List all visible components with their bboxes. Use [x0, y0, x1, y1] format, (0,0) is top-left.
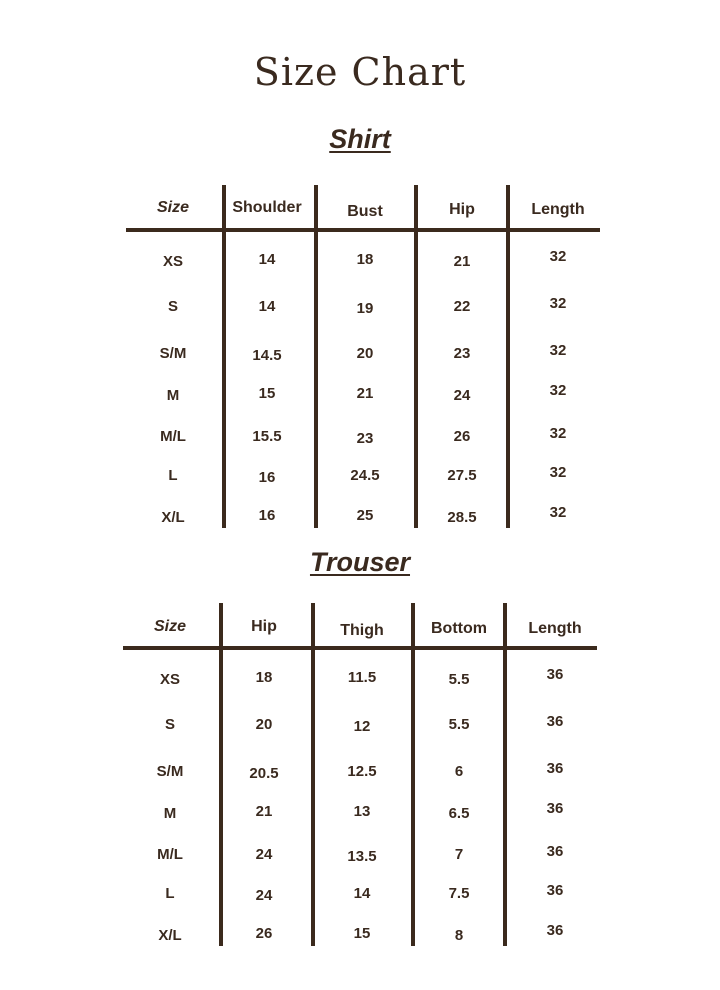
shirt-table-cell: S [167, 298, 178, 315]
trouser-table-cell: 24 [255, 887, 273, 904]
shirt-table-cell: 15 [258, 385, 276, 402]
trouser-table-cell: 12.5 [347, 763, 377, 780]
trouser-table-cell: 11.5 [347, 669, 377, 686]
shirt-table-cell: 14 [258, 298, 276, 315]
trouser-table-cell: 36 [546, 713, 564, 730]
trouser-section-title: Trouser [309, 547, 411, 577]
shirt-table-cell: 22 [453, 298, 471, 315]
trouser-table-cell: 36 [546, 843, 564, 860]
shirt-table-cell: 26 [453, 428, 471, 445]
trouser-table-cell: S [164, 716, 175, 733]
shirt-table-cell: 21 [356, 385, 374, 402]
trouser-table-cell: XS [159, 671, 180, 688]
trouser-table-cell: 13.5 [347, 848, 377, 865]
shirt-table-cell: 32 [549, 464, 567, 481]
trouser-column-header: Bottom [431, 620, 487, 637]
shirt-table-cell: L [168, 467, 178, 484]
trouser-column-header: Length [528, 620, 582, 637]
page-title: Size Chart [253, 50, 467, 94]
trouser-table-cell: 6.5 [448, 805, 470, 822]
trouser-table-cell: 18 [255, 669, 273, 686]
shirt-column-header: Hip [449, 201, 475, 218]
trouser-table-cell: 8 [454, 927, 464, 944]
trouser-column-header: Thigh [340, 622, 384, 639]
trouser-table-cell: 21 [255, 803, 273, 820]
trouser-table-cell: 36 [546, 922, 564, 939]
trouser-table-cell: 36 [546, 666, 564, 683]
trouser-table-cell: X/L [158, 927, 182, 944]
trouser-table-cell: 36 [546, 800, 564, 817]
shirt-table-cell: 14.5 [252, 347, 282, 364]
shirt-table-cell: 27.5 [447, 467, 477, 484]
trouser-table-cell: 20 [255, 716, 273, 733]
shirt-column-header: Length [531, 201, 585, 218]
trouser-table-cell: 7 [454, 846, 464, 863]
shirt-table-cell: 15.5 [252, 428, 282, 445]
shirt-table-cell: 32 [549, 504, 567, 521]
trouser-table-cell: 20.5 [249, 765, 279, 782]
trouser-table-cell: 5.5 [448, 671, 470, 688]
shirt-table-cell: 23 [356, 430, 374, 447]
trouser-table-cell: 24 [255, 846, 273, 863]
shirt-table-cell: S/M [159, 345, 187, 362]
trouser-table-cell: L [165, 885, 175, 902]
trouser-table-cell: 26 [255, 925, 273, 942]
shirt-table-cell: 18 [356, 251, 374, 268]
shirt-column-header: Size [156, 199, 189, 216]
shirt-table-cell: 16 [258, 507, 276, 524]
shirt-table-cell: 24 [453, 387, 471, 404]
shirt-table-cell: 21 [453, 253, 471, 270]
trouser-column-divider [311, 603, 315, 946]
shirt-table-cell: 19 [356, 300, 374, 317]
shirt-table-cell: M [166, 387, 180, 404]
trouser-column-header: Size [153, 618, 186, 635]
trouser-table-cell: S/M [156, 763, 184, 780]
trouser-table-cell: 6 [454, 763, 464, 780]
shirt-table-cell: 20 [356, 345, 374, 362]
shirt-table-cell: M/L [160, 428, 186, 445]
trouser-table-cell: M [163, 805, 177, 822]
trouser-table-cell: 36 [546, 760, 564, 777]
trouser-header-divider [123, 646, 597, 650]
shirt-table-cell: 23 [453, 345, 471, 362]
trouser-table-cell: 36 [546, 882, 564, 899]
trouser-column-header: Hip [251, 618, 277, 635]
shirt-table-cell: 14 [258, 251, 276, 268]
shirt-column-header: Bust [347, 203, 383, 220]
trouser-table-cell: 14 [353, 885, 371, 902]
shirt-table-cell: X/L [161, 509, 185, 526]
trouser-table-cell: M/L [157, 846, 183, 863]
trouser-table-cell: 13 [353, 803, 371, 820]
shirt-table-cell: 32 [549, 295, 567, 312]
shirt-column-header: Shoulder [232, 199, 302, 216]
shirt-table-cell: 28.5 [447, 509, 477, 526]
shirt-table-cell: 32 [549, 425, 567, 442]
shirt-table-cell: 32 [549, 248, 567, 265]
shirt-table-cell: 32 [549, 382, 567, 399]
shirt-table-cell: 24.5 [350, 467, 380, 484]
shirt-table-cell: 32 [549, 342, 567, 359]
shirt-section-title: Shirt [329, 124, 391, 154]
shirt-table-cell: 16 [258, 469, 276, 486]
trouser-table-cell: 15 [353, 925, 371, 942]
trouser-table-cell: 5.5 [448, 716, 470, 733]
trouser-table-cell: 7.5 [448, 885, 470, 902]
trouser-table-cell: 12 [353, 718, 371, 735]
shirt-table-cell: XS [162, 253, 183, 270]
shirt-table-cell: 25 [356, 507, 374, 524]
